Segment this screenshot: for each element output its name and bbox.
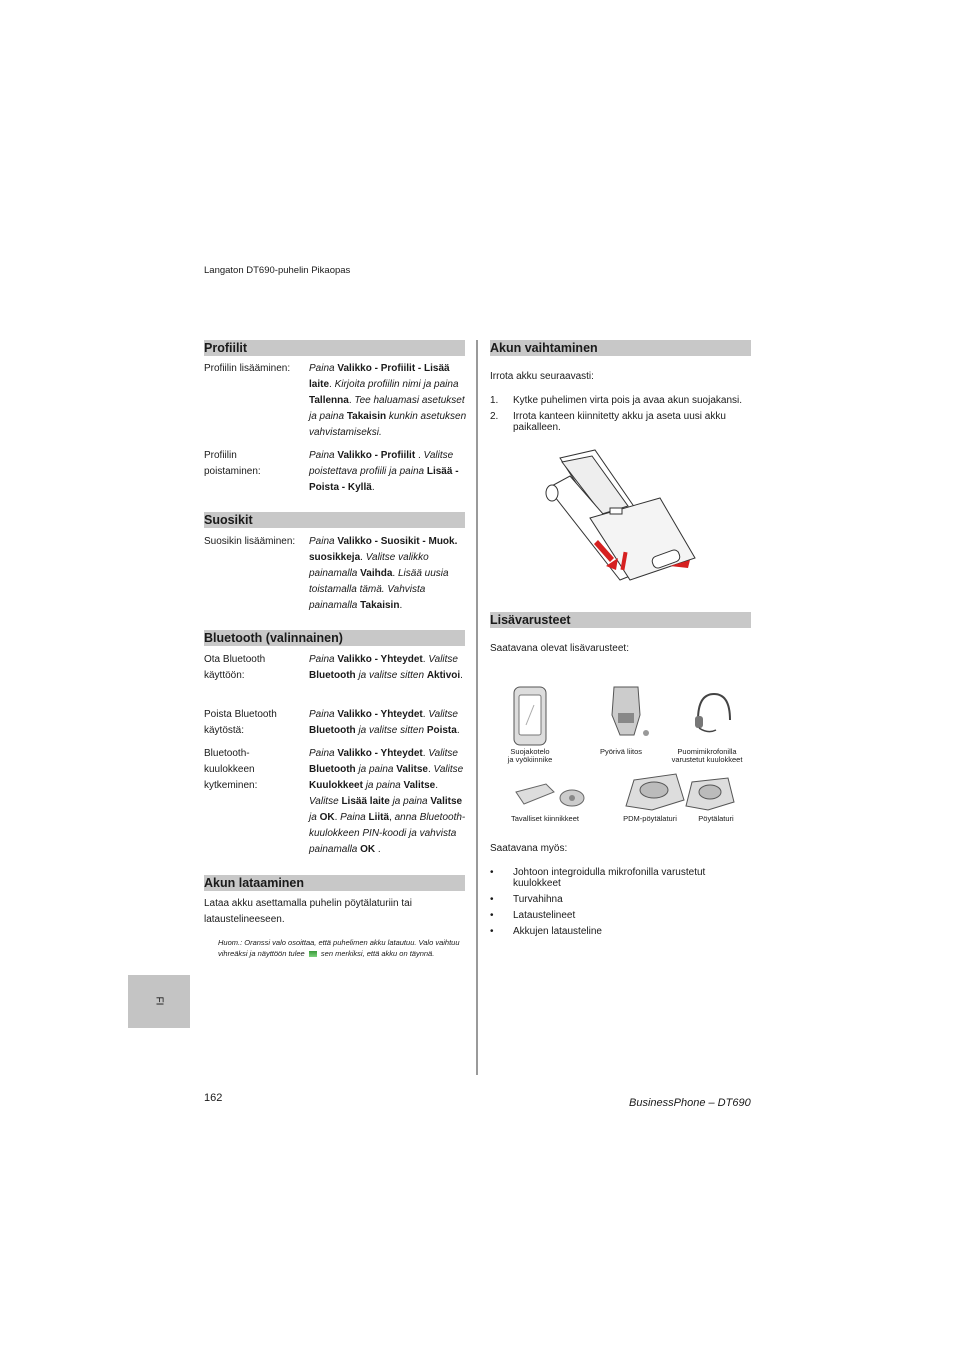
text-line: paikalleen. <box>513 422 561 433</box>
column-divider <box>476 340 478 1075</box>
text-line: kuulokkeet <box>513 878 561 889</box>
label-line: kuulokkeen <box>204 764 255 775</box>
battery-full-icon <box>309 951 317 957</box>
section-profiilit <box>204 340 465 356</box>
section-title: Akun lataaminen <box>204 876 305 890</box>
label-line: Bluetooth- <box>204 748 250 759</box>
section-suosikit <box>204 512 465 528</box>
section-akun-vaihtaminen <box>490 340 751 356</box>
label-line: Profiilin <box>204 450 237 461</box>
text-line: lataustelineeseen. <box>204 914 285 925</box>
caption-line: ja vyökiinnike <box>507 755 553 764</box>
profile-add-text: Paina Valikko - Profiilit - Lisää laite. Kirjoita profiilin nimi ja paina Tallenna. Tee haluamasi asetukset ja paina Takaisin kunkin asetuksen vahvistamiseksi. <box>309 363 467 438</box>
section-akun-lataaminen <box>204 875 465 891</box>
charging-note <box>218 937 463 959</box>
bullet: • <box>490 894 494 905</box>
bt-off-label <box>204 707 277 739</box>
language-tab <box>128 975 190 1028</box>
language-tab-label: FI <box>153 996 165 1006</box>
step-text <box>513 411 726 433</box>
clips-icon <box>512 778 588 812</box>
note-line <box>218 948 463 959</box>
label-line: poistaminen: <box>204 466 261 477</box>
headset-icon <box>690 690 736 740</box>
bt-on-text: Paina Valikko - Yhteydet. Valitse Bluetooth ja valitse sitten Aktivoi. <box>309 654 463 681</box>
note-text: sen merkiksi, että akku on täynnä. <box>320 949 435 958</box>
bt-connect-label <box>204 746 257 794</box>
label-line: Poista Bluetooth <box>204 709 277 720</box>
bullet-text: Lataustelineet <box>513 910 576 921</box>
bt-connect-text: Paina Valikko - Yhteydet. Valitse Bluetooth ja paina Valitse. Valitse Kuulokkeet ja paina Valitse. Valitse Lisää laite ja paina Valitse ja OK. Paina Liitä, anna Bluetooth-kuulokkeen PIN-koodi ja vahvista painamalla OK . <box>309 748 466 855</box>
bullet-text: Turvahihna <box>513 894 563 905</box>
bullet: • <box>490 867 494 878</box>
section-title: Akun vaihtaminen <box>490 341 598 355</box>
label-line: käyttöön: <box>204 670 245 681</box>
label-line: käytöstä: <box>204 725 245 736</box>
label-line: Ota Bluetooth <box>204 654 266 665</box>
clips-caption: Tavalliset kiinnikkeet <box>511 814 579 823</box>
favorite-add-text: Paina Valikko - Suosikit - Muok. suosikkeja. Valitse valikko painamalla Vaihda. Lisää uusia toistamalla tämä. Vahvista painamalla Takaisin. <box>309 536 458 611</box>
bullet-text <box>513 867 705 889</box>
battery-replacement-illustration <box>540 448 700 588</box>
favorite-add-label: Suosikin lisääminen: <box>204 536 296 547</box>
desk-charger-icon <box>684 774 736 812</box>
also-available: Saatavana myös: <box>490 843 568 854</box>
bullet-text: Akkujen latausteline <box>513 926 602 937</box>
step-number: 2. <box>490 411 499 422</box>
bt-on-label <box>204 652 265 684</box>
section-lisavarusteet <box>490 612 751 628</box>
bt-off-text: Paina Valikko - Yhteydet. Valitse Bluetooth ja valitse sitten Poista. <box>309 709 460 736</box>
section-title: Profiilit <box>204 341 248 355</box>
section-bluetooth <box>204 630 465 646</box>
step-text: Kytke puhelimen virta pois ja avaa akun suojakansi. <box>513 395 743 406</box>
profile-remove-label <box>204 448 261 480</box>
text-line: Irrota kanteen kiinnitetty akku ja aseta uusi akku <box>513 411 726 422</box>
text-line: Lataa akku asettamalla puhelin pöytälaturiin tai <box>204 898 412 909</box>
caption-line: varustetut kuulokkeet <box>671 755 743 764</box>
product-name: BusinessPhone – DT690 <box>629 1097 751 1109</box>
accessories-intro: Saatavana olevat lisävarusteet: <box>490 643 629 654</box>
swivel-mount-icon <box>608 685 652 743</box>
running-header: Langaton DT690-puhelin Pikaopas <box>204 265 351 276</box>
page-number: 162 <box>204 1092 223 1104</box>
caption-line: Suojakotelo <box>510 747 550 756</box>
profile-remove-text: Paina Valikko - Profiilit . Valitse poistettava profiili ja paina Lisää - Poista - Kyllä. <box>309 450 459 493</box>
bullet: • <box>490 910 494 921</box>
section-title: Lisävarusteet <box>490 613 571 627</box>
bullet: • <box>490 926 494 937</box>
note-line: Huom.: Oranssi valo osoittaa, että puhelimen akku latautuu. Valo vaihtuu <box>218 938 460 947</box>
swivel-caption: Pyörivä liitos <box>599 747 643 756</box>
section-title: Bluetooth (valinnainen) <box>204 631 343 645</box>
charging-text <box>204 896 412 928</box>
note-text: vihreäksi ja näyttöön tulee <box>218 949 305 958</box>
text-line: Johtoon integroidulla mikrofonilla varustetut <box>513 867 706 878</box>
label-line: kytkeminen: <box>204 780 258 791</box>
profile-add-label: Profiilin lisääminen: <box>204 363 291 374</box>
headset-caption <box>664 748 750 764</box>
protective-case-icon <box>512 685 548 747</box>
caption-line: Puomimikrofonilla <box>677 747 737 756</box>
pdm-caption: PDM-pöytälaturi <box>623 814 677 823</box>
case-caption <box>500 748 560 764</box>
step-number: 1. <box>490 395 499 406</box>
desk-caption: Pöytälaturi <box>698 814 734 823</box>
section-title: Suosikit <box>204 513 253 527</box>
pdm-desk-charger-icon <box>622 770 688 812</box>
battery-intro: Irrota akku seuraavasti: <box>490 371 594 382</box>
